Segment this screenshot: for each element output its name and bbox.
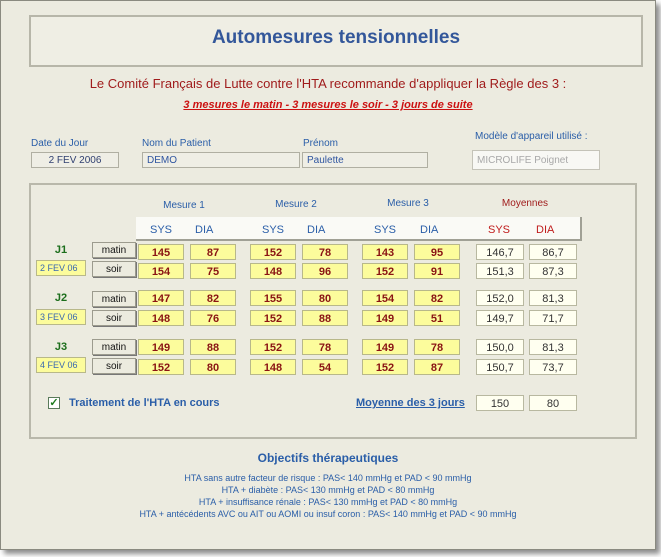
col-moyennes: Moyennes bbox=[501, 198, 549, 209]
j3-matin-m2-dia[interactable]: 78 bbox=[302, 339, 348, 355]
day-1-evening-button[interactable]: soir bbox=[92, 261, 136, 277]
device-model-label: Modèle d'appareil utilisé : bbox=[475, 131, 588, 142]
day-1-date[interactable]: 2 FEV 06 bbox=[36, 260, 86, 276]
header-sys-1: SYS bbox=[150, 224, 173, 236]
j2-soir-avg-dia: 71,7 bbox=[529, 310, 577, 326]
j3-soir-m1-dia[interactable]: 80 bbox=[190, 359, 236, 375]
header-sys-avg: SYS bbox=[488, 224, 511, 236]
rule-of-three-text: 3 mesures le matin - 3 mesures le soir - 3 jours de suite bbox=[183, 99, 473, 111]
j2-soir-m1-sys[interactable]: 148 bbox=[138, 310, 184, 326]
j2-matin-m3-sys[interactable]: 154 bbox=[362, 290, 408, 306]
j2-matin-m3-dia[interactable]: 82 bbox=[414, 290, 460, 306]
firstname-label: Prénom bbox=[303, 138, 339, 149]
j2-soir-m1-dia[interactable]: 76 bbox=[190, 310, 236, 326]
col-mesure-3: Mesure 3 bbox=[387, 198, 429, 209]
j1-soir-m3-sys[interactable]: 152 bbox=[362, 263, 408, 279]
j1-matin-m3-sys[interactable]: 143 bbox=[362, 244, 408, 260]
title-box bbox=[29, 15, 643, 67]
objective-line: HTA sans autre facteur de risque : PAS< 140 mmHg et PAD < 90 mmHg bbox=[184, 473, 472, 483]
date-label: Date du Jour bbox=[31, 138, 89, 149]
three-day-average-dia: 80 bbox=[529, 395, 577, 411]
patient-name-label: Nom du Patient bbox=[142, 138, 211, 149]
j2-soir-m2-sys[interactable]: 152 bbox=[250, 310, 296, 326]
j2-soir-m3-dia[interactable]: 51 bbox=[414, 310, 460, 326]
j3-matin-m3-dia[interactable]: 78 bbox=[414, 339, 460, 355]
j3-soir-avg-sys: 150,7 bbox=[476, 359, 524, 375]
header-sys-3: SYS bbox=[374, 224, 397, 236]
recommendation-text: Le Comité Français de Lutte contre l'HTA recommande d'appliquer la Règle des 3 : bbox=[89, 76, 567, 91]
j1-matin-m2-dia[interactable]: 78 bbox=[302, 244, 348, 260]
j3-matin-m1-sys[interactable]: 149 bbox=[138, 339, 184, 355]
three-day-average-sys: 150 bbox=[476, 395, 524, 411]
j3-matin-m2-sys[interactable]: 152 bbox=[250, 339, 296, 355]
j1-soir-m1-sys[interactable]: 154 bbox=[138, 263, 184, 279]
j1-soir-m1-dia[interactable]: 75 bbox=[190, 263, 236, 279]
day-2-morning-button[interactable]: matin bbox=[92, 291, 136, 307]
j2-matin-avg-dia: 81,3 bbox=[529, 290, 577, 306]
header-dia-3: DIA bbox=[420, 224, 439, 236]
col-mesure-1: Mesure 1 bbox=[163, 200, 205, 211]
page-title: Automesures tensionnelles bbox=[211, 27, 461, 48]
header-sys-2: SYS bbox=[262, 224, 285, 236]
objective-line: HTA + diabète : PAS< 130 mmHg et PAD < 80 mmHg bbox=[221, 485, 435, 495]
j2-soir-m2-dia[interactable]: 88 bbox=[302, 310, 348, 326]
j3-soir-m1-sys[interactable]: 152 bbox=[138, 359, 184, 375]
day-2-evening-button[interactable]: soir bbox=[92, 310, 136, 326]
header-dia-avg: DIA bbox=[536, 224, 555, 236]
j2-matin-m1-dia[interactable]: 82 bbox=[190, 290, 236, 306]
j1-soir-avg-dia: 87,3 bbox=[529, 263, 577, 279]
j3-matin-m3-sys[interactable]: 149 bbox=[362, 339, 408, 355]
col-mesure-2: Mesure 2 bbox=[275, 199, 317, 210]
treatment-label: Traitement de l'HTA en cours bbox=[69, 397, 220, 409]
objective-line: HTA + antécédents AVC ou AIT ou AOMI ou insuf coron : PAS< 140 mmHg et PAD < 90 mmHg bbox=[139, 509, 517, 519]
j1-soir-avg-sys: 151,3 bbox=[476, 263, 524, 279]
j2-soir-avg-sys: 149,7 bbox=[476, 310, 524, 326]
j1-matin-avg-sys: 146,7 bbox=[476, 244, 524, 260]
j3-matin-avg-dia: 81,3 bbox=[529, 339, 577, 355]
day-3-evening-button[interactable]: soir bbox=[92, 358, 136, 374]
day-2-label: J2 bbox=[54, 292, 68, 304]
objectives-title: Objectifs thérapeutiques bbox=[257, 451, 399, 465]
three-day-average-link[interactable]: Moyenne des 3 jours bbox=[356, 397, 465, 409]
j1-matin-m1-dia[interactable]: 87 bbox=[190, 244, 236, 260]
device-model-field[interactable]: MICROLIFE Poignet bbox=[472, 150, 600, 170]
header-dia-2: DIA bbox=[307, 224, 326, 236]
j1-soir-m2-sys[interactable]: 148 bbox=[250, 263, 296, 279]
date-field[interactable]: 2 FEV 2006 bbox=[31, 152, 119, 168]
firstname-field[interactable]: Paulette bbox=[302, 152, 428, 168]
j2-matin-m2-sys[interactable]: 155 bbox=[250, 290, 296, 306]
day-1-label: J1 bbox=[54, 244, 68, 256]
j1-matin-m3-dia[interactable]: 95 bbox=[414, 244, 460, 260]
j1-matin-avg-dia: 86,7 bbox=[529, 244, 577, 260]
day-3-morning-button[interactable]: matin bbox=[92, 339, 136, 355]
j3-soir-avg-dia: 73,7 bbox=[529, 359, 577, 375]
day-1-morning-button[interactable]: matin bbox=[92, 242, 136, 258]
j3-matin-avg-sys: 150,0 bbox=[476, 339, 524, 355]
objective-line: HTA + insuffisance rénale : PAS< 130 mmHg et PAD < 80 mmHg bbox=[198, 497, 458, 507]
j3-soir-m3-sys[interactable]: 152 bbox=[362, 359, 408, 375]
patient-name-field[interactable]: DEMO bbox=[142, 152, 300, 168]
header-dia-1: DIA bbox=[195, 224, 214, 236]
j1-soir-m2-dia[interactable]: 96 bbox=[302, 263, 348, 279]
day-3-date[interactable]: 4 FEV 06 bbox=[36, 357, 86, 373]
j2-matin-m2-dia[interactable]: 80 bbox=[302, 290, 348, 306]
j3-soir-m3-dia[interactable]: 87 bbox=[414, 359, 460, 375]
j2-matin-avg-sys: 152,0 bbox=[476, 290, 524, 306]
j1-soir-m3-dia[interactable]: 91 bbox=[414, 263, 460, 279]
j3-soir-m2-sys[interactable]: 148 bbox=[250, 359, 296, 375]
treatment-checkbox[interactable]: ✓ bbox=[49, 397, 59, 409]
j2-matin-m1-sys[interactable]: 147 bbox=[138, 290, 184, 306]
j1-matin-m1-sys[interactable]: 145 bbox=[138, 244, 184, 260]
j1-matin-m2-sys[interactable]: 152 bbox=[250, 244, 296, 260]
j3-soir-m2-dia[interactable]: 54 bbox=[302, 359, 348, 375]
j2-soir-m3-sys[interactable]: 149 bbox=[362, 310, 408, 326]
day-2-date[interactable]: 3 FEV 06 bbox=[36, 309, 86, 325]
day-3-label: J3 bbox=[54, 341, 68, 353]
j3-matin-m1-dia[interactable]: 88 bbox=[190, 339, 236, 355]
